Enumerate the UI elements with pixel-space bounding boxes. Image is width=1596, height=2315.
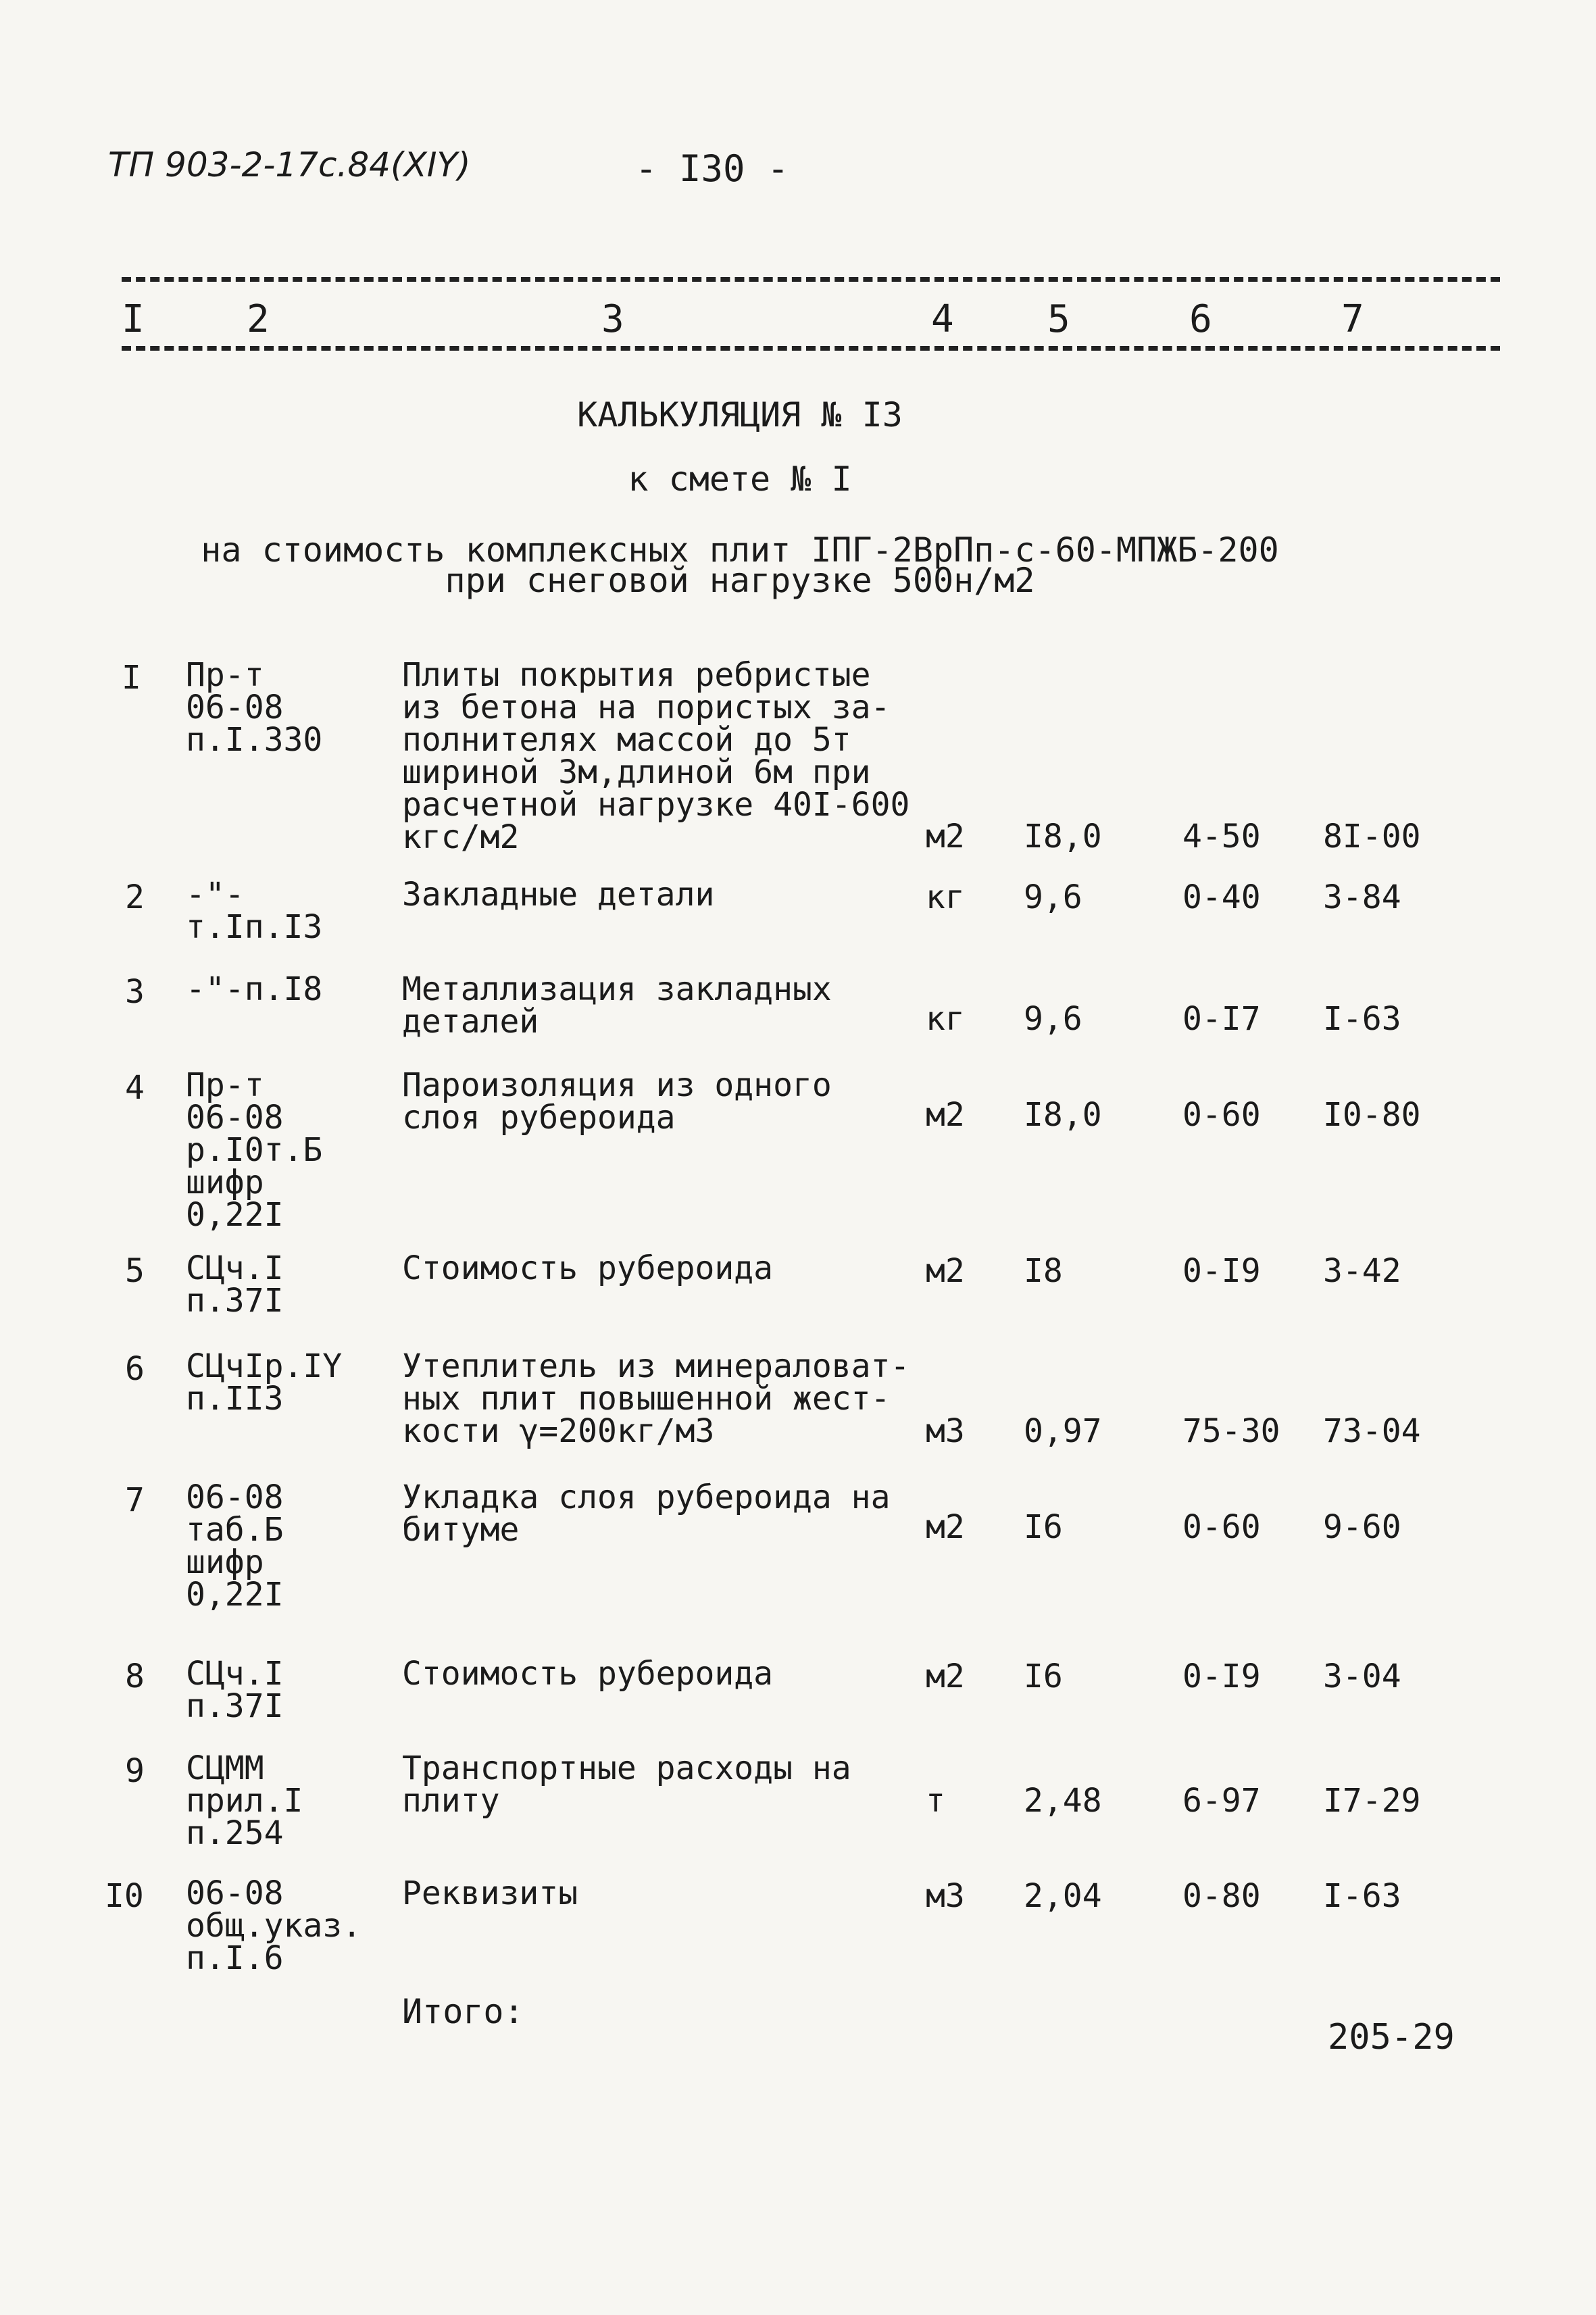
row-total: 3-84 [1323, 878, 1401, 916]
row-unit-price: 6-97 [1182, 1782, 1261, 1820]
row-unit: м2 [926, 1252, 965, 1290]
row-reference: СЦММ прил.I п.254 [186, 1749, 303, 1852]
row-quantity: I6 [1024, 1508, 1063, 1546]
row-quantity: I8 [1024, 1252, 1063, 1290]
row-unit: кг [926, 1000, 965, 1038]
row-number: 4 [125, 1069, 145, 1107]
row-unit-price: 0-40 [1182, 878, 1261, 916]
row-reference: 06-08 таб.Б шифр 0,22I [186, 1478, 284, 1614]
row-reference: 06-08 общ.указ. п.I.6 [186, 1874, 362, 1977]
row-quantity: 9,6 [1024, 1000, 1082, 1038]
column-header-bottom-rule [122, 346, 1500, 351]
row-unit-price: 0-I9 [1182, 1658, 1261, 1695]
row-quantity: 2,04 [1024, 1877, 1102, 1915]
row-number: 8 [125, 1658, 145, 1695]
row-unit: м2 [926, 1096, 965, 1134]
row-unit: м3 [926, 1412, 965, 1450]
row-number: 6 [125, 1350, 145, 1388]
row-reference: СЦчIр.IY п.II3 [186, 1347, 343, 1418]
row-description: Металлизация закладных деталей [402, 970, 832, 1041]
row-unit-price: 4-50 [1182, 818, 1261, 855]
column-number: 6 [1189, 297, 1212, 341]
row-reference: -"-п.I8 [186, 970, 323, 1008]
row-description: Плиты покрытия ребристые из бетона на пористых за- полнителях массой до 5т шириной 3м,длиной 6м при расчетной нагрузке 40I-600 кгс/м2 [402, 656, 910, 856]
row-description: Стоимость рубероида [402, 1655, 774, 1693]
row-unit: кг [926, 878, 965, 916]
row-unit: м2 [926, 1658, 965, 1695]
column-number: I [122, 297, 145, 341]
row-number: I [122, 659, 141, 697]
row-description: Утеплитель из минераловат- ных плит повышенной жест- кости γ=200кг/м3 [402, 1347, 910, 1450]
row-total: I-63 [1323, 1000, 1401, 1038]
subject-line-1: на стоимость комплексных плит IПГ-2ВрПп-с-60-МПЖБ-200 [201, 530, 1279, 570]
row-description: Транспортные расходы на плиту [402, 1749, 851, 1820]
row-unit: м2 [926, 1508, 965, 1546]
row-reference: Пр-т 06-08 р.I0т.Б шифр 0,22I [186, 1066, 323, 1234]
row-unit-price: 0-I9 [1182, 1252, 1261, 1290]
row-unit-price: 0-60 [1182, 1096, 1261, 1134]
row-quantity: I6 [1024, 1658, 1063, 1695]
calculation-title: КАЛЬКУЛЯЦИЯ № I3 [577, 395, 903, 434]
row-description: Реквизиты [402, 1874, 578, 1912]
estimate-reference: к смете № I [628, 459, 852, 499]
total-value: 205-29 [1328, 2017, 1455, 2058]
row-number: 3 [125, 973, 145, 1011]
row-reference: СЦч.I п.37I [186, 1249, 284, 1320]
column-number: 7 [1341, 297, 1364, 341]
row-quantity: I8,0 [1024, 818, 1102, 855]
total-label: Итого: [402, 1992, 524, 2031]
page-number: - I30 - [635, 147, 789, 190]
row-total: I-63 [1323, 1877, 1401, 1915]
subject-line-2: при снеговой нагрузке 500н/м2 [445, 561, 1035, 600]
row-quantity: 9,6 [1024, 878, 1082, 916]
row-description: Пароизоляция из одного слоя рубероида [402, 1066, 832, 1137]
row-total: I0-80 [1323, 1096, 1421, 1134]
row-reference: -"- т.Iп.I3 [186, 876, 323, 946]
row-number: 7 [125, 1481, 145, 1519]
row-total: 9-60 [1323, 1508, 1401, 1546]
column-header-top-rule [122, 277, 1500, 282]
row-total: 73-04 [1323, 1412, 1421, 1450]
row-total: 3-04 [1323, 1658, 1401, 1695]
row-reference: СЦч.I п.37I [186, 1655, 284, 1725]
row-quantity: I8,0 [1024, 1096, 1102, 1134]
row-number: 5 [125, 1252, 145, 1290]
row-quantity: 0,97 [1024, 1412, 1102, 1450]
row-unit: т [926, 1782, 945, 1820]
row-unit-price: 75-30 [1182, 1412, 1280, 1450]
column-number: 5 [1047, 297, 1070, 341]
row-description: Укладка слоя рубероида на битуме [402, 1478, 891, 1549]
row-quantity: 2,48 [1024, 1782, 1102, 1820]
document-code: ТП 903-2-17с.84(XIY) [108, 145, 471, 184]
column-number: 4 [931, 297, 954, 341]
row-total: 3-42 [1323, 1252, 1401, 1290]
row-number: 2 [125, 878, 145, 916]
row-unit: м2 [926, 818, 965, 855]
row-reference: Пр-т 06-08 п.I.330 [186, 656, 323, 759]
column-number: 2 [247, 297, 270, 341]
row-unit: м3 [926, 1877, 965, 1915]
row-total: I7-29 [1323, 1782, 1421, 1820]
row-description: Закладные детали [402, 876, 715, 914]
row-number: I0 [105, 1877, 144, 1915]
row-number: 9 [125, 1752, 145, 1790]
row-description: Стоимость рубероида [402, 1249, 774, 1287]
row-total: 8I-00 [1323, 818, 1421, 855]
row-unit-price: 0-80 [1182, 1877, 1261, 1915]
column-number: 3 [601, 297, 624, 341]
row-unit-price: 0-I7 [1182, 1000, 1261, 1038]
row-unit-price: 0-60 [1182, 1508, 1261, 1546]
